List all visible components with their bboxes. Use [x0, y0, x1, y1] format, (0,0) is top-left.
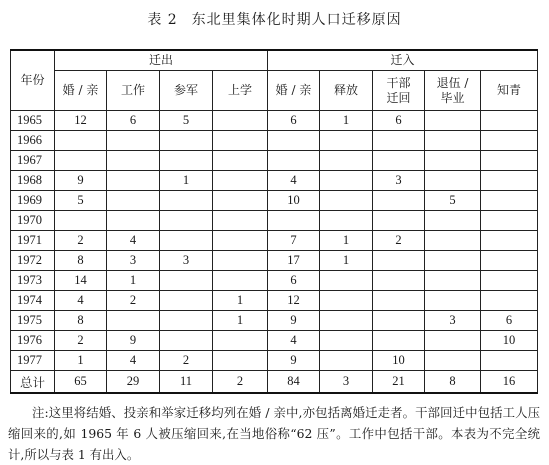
table-cell [107, 211, 160, 231]
table-cell [320, 211, 373, 231]
header-out-work: 工作 [107, 71, 160, 111]
header-in-release: 释放 [320, 71, 373, 111]
table-cell: 84 [268, 371, 320, 394]
header-in-marriage: 婚 / 亲 [268, 71, 320, 111]
table-cell [373, 331, 425, 351]
table-cell: 65 [55, 371, 107, 394]
header-row-columns [11, 71, 538, 111]
table-row [11, 251, 538, 271]
table-cell [481, 111, 538, 131]
table-cell: 6 [268, 271, 320, 291]
table-cell: 3 [160, 251, 213, 271]
table-cell: 12 [268, 291, 320, 311]
table-cell [160, 231, 213, 251]
header-out-army: 参军 [160, 71, 213, 111]
table-cell: 2 [373, 231, 425, 251]
header-out-marriage: 婚 / 亲 [55, 71, 107, 111]
table-cell: 8 [55, 251, 107, 271]
table-cell: 14 [55, 271, 107, 291]
table-cell [268, 211, 320, 231]
table-number: 表 2 [147, 12, 178, 28]
table-cell: 1 [320, 231, 373, 251]
table-cell: 9 [268, 351, 320, 371]
table-cell [213, 171, 268, 191]
table-cell: 1 [55, 351, 107, 371]
table-cell [425, 231, 481, 251]
table-cell [268, 131, 320, 151]
table-cell [481, 191, 538, 211]
table-row [11, 351, 538, 371]
table-cell: 5 [425, 191, 481, 211]
table-cell [481, 271, 538, 291]
table-cell [160, 311, 213, 331]
table-cell [213, 111, 268, 131]
table-cell [320, 131, 373, 151]
table-cell [481, 291, 538, 311]
header-in-cadre-return: 干部 迁回 [373, 71, 425, 111]
table-cell [55, 131, 107, 151]
table-row [11, 311, 538, 331]
table-cell: 17 [268, 251, 320, 271]
table-cell [373, 251, 425, 271]
table-body [11, 111, 538, 394]
row-year: 1966 [11, 131, 55, 151]
table-cell [320, 331, 373, 351]
table-cell: 4 [55, 291, 107, 311]
table-row [11, 131, 538, 151]
table-cell [425, 211, 481, 231]
table-cell: 8 [55, 311, 107, 331]
table-cell: 1 [320, 251, 373, 271]
table-cell: 12 [55, 111, 107, 131]
table-cell: 3 [320, 371, 373, 394]
table-cell [481, 171, 538, 191]
table-cell [481, 231, 538, 251]
table-cell: 2 [107, 291, 160, 311]
row-year: 1965 [11, 111, 55, 131]
row-year: 1971 [11, 231, 55, 251]
table-cell [425, 151, 481, 171]
table-row [11, 151, 538, 171]
table-cell: 4 [268, 171, 320, 191]
header-out-school: 上学 [213, 71, 268, 111]
table-cell [481, 151, 538, 171]
table-cell: 6 [107, 111, 160, 131]
header-row-groups [11, 50, 538, 71]
row-year: 1969 [11, 191, 55, 211]
table-cell: 1 [320, 111, 373, 131]
table-cell [160, 131, 213, 151]
table-cell: 1 [160, 171, 213, 191]
table-cell [320, 311, 373, 331]
table-cell: 10 [268, 191, 320, 211]
table-cell: 1 [213, 311, 268, 331]
table-row [11, 331, 538, 351]
table-title [0, 9, 549, 29]
row-year: 1970 [11, 211, 55, 231]
table-cell: 1 [107, 271, 160, 291]
table-cell: 6 [268, 111, 320, 131]
table-cell [320, 271, 373, 291]
table-cell [213, 331, 268, 351]
table-cell: 6 [481, 311, 538, 331]
table-cell: 2 [213, 371, 268, 394]
table-cell [425, 111, 481, 131]
row-year: 1972 [11, 251, 55, 271]
table-cell: 4 [107, 351, 160, 371]
header-in-educated-youth: 知青 [481, 71, 538, 111]
table-cell [481, 211, 538, 231]
table-cell [160, 211, 213, 231]
table-row [11, 111, 538, 131]
table-cell: 10 [373, 351, 425, 371]
table-cell [481, 351, 538, 371]
table-cell [213, 231, 268, 251]
table-cell: 9 [55, 171, 107, 191]
table-cell [320, 191, 373, 211]
table-cell [425, 291, 481, 311]
header-group-in: 迁入 [268, 50, 538, 71]
row-year: 1977 [11, 351, 55, 371]
table-cell: 4 [268, 331, 320, 351]
table-note: 注:这里将结婚、投亲和举家迁移均列在婚 / 亲中,亦包括离婚迁走者。干部回迁中包括工人压缩回来的,如 1965 年 6 人被压缩回来,在当地俗称“62 压”。工作中包括干部。本表为不完全统计,所以与表 1 有出入。 [8, 405, 540, 462]
table-cell: 2 [55, 331, 107, 351]
table-cell [481, 251, 538, 271]
table-cell [373, 311, 425, 331]
table-cell: 3 [425, 311, 481, 331]
table-cell [213, 211, 268, 231]
table-cell: 11 [160, 371, 213, 394]
table-cell [160, 291, 213, 311]
table-cell [320, 291, 373, 311]
table-cell: 2 [160, 351, 213, 371]
table-cell [425, 251, 481, 271]
table-cell [268, 151, 320, 171]
table-cell: 8 [425, 371, 481, 394]
table-cell [55, 211, 107, 231]
table-cell [425, 171, 481, 191]
table-cell: 3 [107, 251, 160, 271]
table-cell: 9 [107, 331, 160, 351]
table-cell [373, 131, 425, 151]
table-cell: 29 [107, 371, 160, 394]
table-cell [160, 271, 213, 291]
table-row [11, 291, 538, 311]
table-row [11, 211, 538, 231]
header-in-retire-graduate: 退伍 / 毕业 [425, 71, 481, 111]
table-cell [425, 351, 481, 371]
table-row [11, 171, 538, 191]
table-cell [320, 151, 373, 171]
table-cell: 16 [481, 371, 538, 394]
table-title-text: 东北里集体化时期人口迁移原因 [191, 12, 402, 28]
table-cell [373, 271, 425, 291]
row-year: 1973 [11, 271, 55, 291]
table-cell [107, 151, 160, 171]
table-cell [107, 171, 160, 191]
table-cell: 10 [481, 331, 538, 351]
table-cell [213, 131, 268, 151]
table-row [11, 191, 538, 211]
table-cell [425, 131, 481, 151]
header-group-out: 迁出 [55, 50, 268, 71]
table-cell: 9 [268, 311, 320, 331]
table-cell [213, 151, 268, 171]
table-cell [160, 151, 213, 171]
table-cell [213, 271, 268, 291]
migration-table [10, 49, 538, 394]
table-cell: 2 [55, 231, 107, 251]
table-cell: 1 [213, 291, 268, 311]
table-cell: 5 [55, 191, 107, 211]
table-cell [481, 131, 538, 151]
total-label: 总计 [11, 371, 55, 394]
row-year: 1967 [11, 151, 55, 171]
row-year: 1975 [11, 311, 55, 331]
table-cell: 6 [373, 111, 425, 131]
table-cell [107, 191, 160, 211]
table-cell [160, 191, 213, 211]
table-cell [55, 151, 107, 171]
table-cell: 3 [373, 171, 425, 191]
table-cell [320, 351, 373, 371]
table-cell [213, 351, 268, 371]
table-cell [373, 291, 425, 311]
table-cell: 5 [160, 111, 213, 131]
table-cell [425, 331, 481, 351]
table-cell [213, 191, 268, 211]
table-cell [373, 151, 425, 171]
table-row [11, 231, 538, 251]
table-cell: 4 [107, 231, 160, 251]
row-year: 1976 [11, 331, 55, 351]
table-cell [373, 191, 425, 211]
row-year: 1974 [11, 291, 55, 311]
table-cell: 21 [373, 371, 425, 394]
table-cell [107, 311, 160, 331]
table-cell [160, 331, 213, 351]
total-row [11, 371, 538, 394]
table-cell: 7 [268, 231, 320, 251]
row-year: 1968 [11, 171, 55, 191]
header-year: 年份 [11, 50, 55, 111]
table-row [11, 271, 538, 291]
table-cell [425, 271, 481, 291]
table-cell [213, 251, 268, 271]
table-cell [320, 171, 373, 191]
table-cell [107, 131, 160, 151]
table-cell [373, 211, 425, 231]
